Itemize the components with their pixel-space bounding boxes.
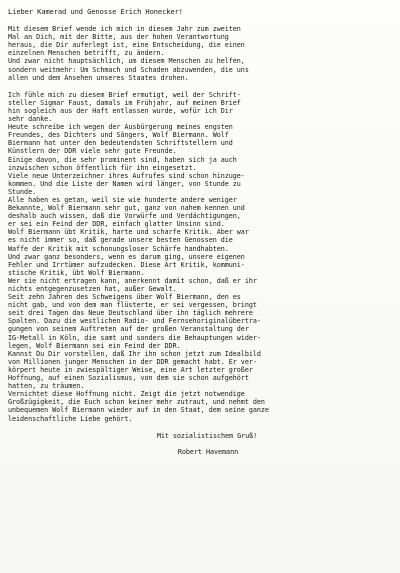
- letter-line: heraus, die Dir auferlegt ist, eine Entscheidung, die einen: [8, 41, 245, 50]
- letter-line: allen und dem Ansehen unseres Staates drohen.: [8, 73, 189, 82]
- letter-line: Seit zehn Jahren des Schweigens über Wolf Biermann, den es: [8, 293, 241, 302]
- letter-line: Mit diesem Brief wende ich mich in diesem Jahr zum zweiten: [8, 25, 241, 34]
- letter-line: Biermann hat unter den bedeutendsten Schriftstellern und: [8, 139, 233, 148]
- salutation: Lieber Kamerad und Genosse Erich Honecker!: [8, 8, 183, 16]
- letter-line: Und zwar nicht hauptsächlich, um diesem Menschen zu helfen,: [8, 57, 245, 66]
- letter-line: kommen. Und die Liste der Namen wird länger, von Stunde zu: [8, 179, 241, 188]
- letter-line: deshalb auch wissen, daß die Vorwürfe und Verdächtigungen,: [8, 212, 241, 221]
- letter-line: sehr danke.: [8, 115, 53, 124]
- paragraph-2: [8, 91, 394, 423]
- letter-line: inzwischen schon öffentlich für ihn eingesetzt.: [8, 163, 197, 172]
- letter-line: Heute schreibe ich wegen der Ausbürgerung meines engsten: [8, 123, 233, 132]
- letter-line: gungen von seinem Auftreten auf der großen Veranstaltung der: [8, 325, 249, 334]
- letter-line: Alle haben es getan, weil sie wie hunderte andere weniger: [8, 195, 237, 204]
- letter-line: sondern weitmehr: Um Schmach und Schaden abzuwenden, die uns: [8, 65, 249, 74]
- letter-line: hatten, zu träumen.: [8, 382, 85, 391]
- letter-line: legen, Wolf Biermann sei ein Feind der DDR.: [8, 341, 181, 350]
- letter-line: Kannst Du Dir vorstellen, daß Ihr ihn schon jetzt zum Idealbild: [8, 349, 261, 358]
- letter-line: seit drei Tagen das Neue Deutschland über ihn täglich mehrere: [8, 309, 253, 318]
- letter-line: Viele neue Unterzeichner ihres Aufrufes sind schon hinzuge-: [8, 171, 245, 180]
- letter-line: Waffe der Kritik mit schonungsloser Schärfe handhabten.: [8, 244, 229, 253]
- letter-line: es nicht immer so, daß gerade unsere besten Genossen die: [8, 236, 233, 245]
- letter-line: unbequemen Wolf Biermann wieder auf in den Staat, dem seine ganze: [8, 406, 269, 415]
- letter-line: Stunde.: [8, 187, 37, 196]
- letter-line: stische Kritik, übt Wolf Biermann.: [8, 268, 145, 277]
- letter-line: nichts entgegenzusetzen hat, außer Gewalt.: [8, 285, 177, 293]
- letter-line: einzelnen Menschen betrifft, zu ändern.: [8, 49, 165, 58]
- letter-line: steller Sigmar Faust, damals im Frühjahr, auf meinen Brief: [8, 98, 241, 107]
- letter-line: Bekannte, Wolf Biermann sehr gut, ganz von nahem kennen und: [8, 204, 245, 213]
- spacer: [8, 16, 394, 25]
- spacer: [8, 423, 394, 432]
- letter-line: Freundes, des Dichters und Sängers, Wolf Biermann. Wolf: [8, 131, 229, 140]
- letter-line: Mal an Dich, mit der Bitte, aus der hohen Verantwortung: [8, 33, 229, 42]
- letter-line: Wolf Biermann übt Kritik, harte und scharfe Kritik. Aber war: [8, 228, 249, 237]
- letter-line: Großzügigkeit, die Euch schon keiner mehr zutraut, und nehmt den: [8, 398, 265, 407]
- signature: Robert Havemann: [177, 447, 239, 456]
- letter-line: Einige davon, die sehr prominent sind, haben sich ja auch: [8, 155, 237, 164]
- letter-line: von Millionen junger Menschen in der DDR gemacht habt. Er ver-: [8, 357, 257, 366]
- letter-line: Spalten. Dazu die westlichen Radio- und Fernsehoriginalübertra-: [8, 317, 261, 326]
- letter-line: Hoffnung, auf einen Sozialismus, von dem sie schon aufgehört: [8, 374, 249, 383]
- letter-line: Und zwar ganz besonders, wenn es darum ging, unsere eigenen: [8, 252, 245, 261]
- closing: Mit sozialistischem Gruß!: [156, 431, 258, 440]
- spacer: [8, 82, 394, 91]
- letter-line: Ich fühle mich zu diesem Brief ermutigt, weil der Schrift-: [8, 90, 241, 99]
- letter-line: körpert heute in zwiespältiger Weise, eine Art letzter großer: [8, 365, 253, 374]
- letter-line: er sei ein Feind der DDR, einfach glatter Unsinn sind.: [8, 220, 225, 229]
- letter-line: nicht gab, und von dem man flüsterte, er sei vergessen, bringt: [8, 301, 257, 310]
- paragraph-1: [8, 25, 394, 82]
- letter-line: IG-Metall in Köln, die samt und sonders die Behauptungen wider-: [8, 333, 261, 342]
- letter-line: leidenschaftliche Liebe gehört.: [8, 414, 133, 423]
- letter-line: Vernichtet diese Hoffnung nicht. Zeigt die jetzt notwendige: [8, 390, 245, 399]
- letter-line: hin sogleich aus der Haft entlassen wurde, wofür ich Dir: [8, 106, 233, 115]
- letter-line: Künstlern der DDR viele sehr gute Freunde.: [8, 147, 177, 156]
- letter-line: Fehler und Irrtümer aufzudecken. Diese Art Kritik, kommuni-: [8, 260, 245, 269]
- letter-line: Wer sie nicht ertragen kann, anerkennt damit schon, daß er ihr: [8, 276, 257, 285]
